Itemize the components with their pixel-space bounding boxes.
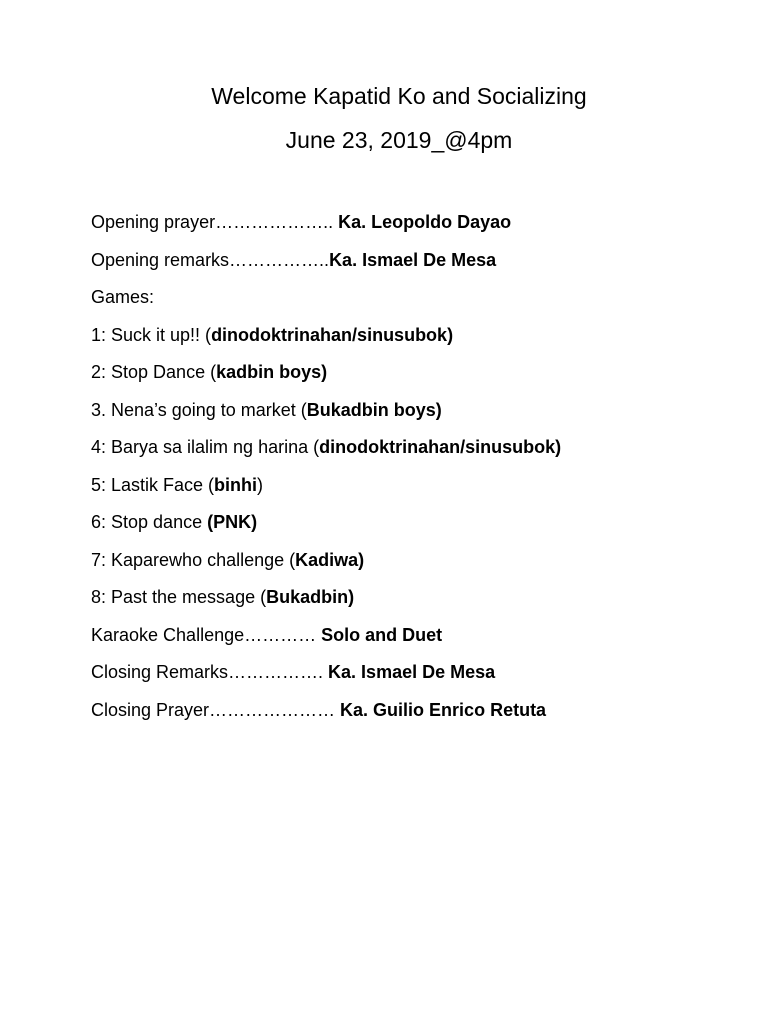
karaoke-value: Solo and Duet — [321, 624, 443, 645]
game-group: Bukadbin) — [266, 587, 355, 607]
games-heading: Games: — [91, 287, 155, 307]
game-item — [91, 583, 751, 621]
game-item — [91, 321, 751, 359]
game-group: kadbin boys) — [216, 362, 328, 382]
document-date: June 23, 2019_@4pm — [285, 127, 513, 153]
program-list — [91, 208, 751, 733]
game-group: (PNK) — [207, 512, 258, 532]
game-title: 6: Stop dance — [91, 512, 208, 532]
closing-remarks-line — [91, 658, 751, 696]
game-title: 3. Nena’s going to market ( — [91, 399, 307, 420]
game-item — [91, 508, 751, 546]
game-item — [91, 358, 751, 396]
game-title: 4: Barya sa ilalim ng harina ( — [91, 437, 320, 457]
karaoke-label: Karaoke Challenge………… — [91, 624, 322, 645]
game-title: 5: Lastik Face ( — [91, 474, 215, 495]
game-group: Kadiwa) — [295, 549, 365, 570]
game-group: dinodoktrinahan/sinusubok) — [211, 324, 454, 345]
closing-prayer-name: Ka. Guilio Enrico Retuta — [340, 699, 547, 720]
game-title: 1: Suck it up!! ( — [91, 324, 212, 345]
game-item — [91, 396, 751, 434]
opening-prayer-line — [91, 208, 751, 246]
game-title: 2: Stop Dance ( — [91, 362, 217, 382]
closing-remarks-name: Ka. Ismael De Mesa — [328, 662, 496, 682]
game-item — [91, 546, 751, 584]
closing-prayer-label: Closing Prayer………………… — [91, 699, 341, 720]
opening-prayer-name: Ka. Leopoldo Dayao — [338, 212, 512, 232]
game-item — [91, 433, 751, 471]
game-group: dinodoktrinahan/sinusubok) — [319, 437, 562, 457]
closing-prayer-line — [91, 696, 751, 734]
game-group: Bukadbin boys) — [306, 399, 442, 420]
opening-remarks-line — [91, 246, 751, 284]
game-item — [91, 471, 751, 509]
closing-remarks-label: Closing Remarks……………. — [91, 662, 329, 682]
game-suffix: ) — [257, 474, 264, 495]
game-group: binhi — [214, 474, 258, 495]
opening-remarks-label: Opening remarks…………….. — [91, 249, 330, 270]
game-title: 7: Kaparewho challenge ( — [91, 549, 296, 570]
document-title: Welcome Kapatid Ko and Socializing — [211, 83, 587, 109]
karaoke-line — [91, 621, 751, 659]
opening-remarks-name: Ka. Ismael De Mesa — [329, 249, 497, 270]
game-title: 8: Past the message ( — [91, 587, 267, 607]
opening-prayer-label: Opening prayer……………….. — [91, 212, 339, 232]
